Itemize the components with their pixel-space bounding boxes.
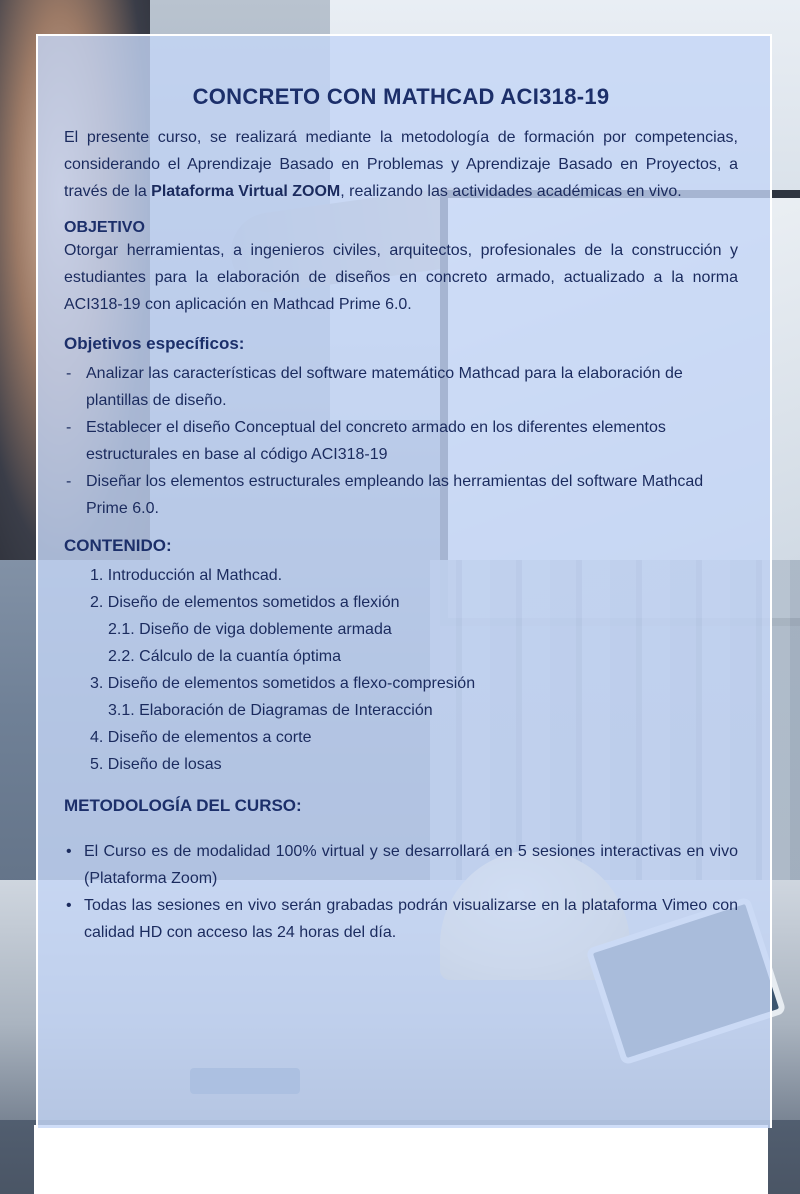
- intro-text-after: , realizando las actividades académicas en vivo.: [340, 183, 682, 200]
- list-item: - Analizar las características del software matemático Mathcad para la elaboración de plantillas de diseño.: [64, 360, 738, 414]
- list-item: 4. Diseño de elementos a corte: [90, 729, 312, 746]
- metodologia-list: [64, 838, 738, 946]
- page-title: CONCRETO CON MATHCAD ACI318-19: [192, 84, 610, 109]
- list-item: • El Curso es de modalidad 100% virtual y se desarrollará en 5 sesiones interactivas en vivo (Plataforma Zoom): [64, 838, 738, 892]
- list-item: 2.2. Cálculo de la cuantía óptima: [108, 648, 342, 665]
- list-item: 1. Introducción al Mathcad.: [90, 567, 283, 584]
- objetivo-text: Otorgar herramientas, a ingenieros civiles, arquitectos, profesionales de la construcción y estudiantes para la elaboración de diseños en concreto armado, actualizado a la norma ACI318-19 con aplicación en Mathcad Prime 6.0.: [64, 242, 738, 313]
- list-item: 3. Diseño de elementos sometidos a flexo-compresión: [90, 675, 476, 692]
- course-flyer: [64, 84, 738, 946]
- intro-text-before: El presente curso, se realizará mediante la metodología de formación por competencias, considerando el Aprendizaje Basado en Problemas y Aprendizaje Basado en Proyectos, a través de la: [64, 129, 738, 200]
- list-item: 3.1. Elaboración de Diagramas de Interacción: [108, 702, 433, 719]
- intro-platform: Plataforma Virtual ZOOM: [151, 183, 341, 200]
- objetivo-heading: OBJETIVO: [64, 219, 145, 236]
- list-item: 5. Diseño de losas: [90, 756, 222, 773]
- list-item: - Establecer el diseño Conceptual del concreto armado en los diferentes elementos estructurales en base al código ACI318-19: [64, 414, 738, 468]
- list-item: 2. Diseño de elementos sometidos a flexión: [90, 594, 400, 611]
- intro-paragraph: [64, 124, 738, 205]
- list-item: 2.1. Diseño de viga doblemente armada: [108, 621, 392, 638]
- metodologia-heading: METODOLOGÍA DEL CURSO:: [64, 796, 302, 815]
- bottom-white-strip: [34, 1125, 768, 1194]
- objetivos-especificos-heading: Objetivos específicos:: [64, 334, 245, 353]
- contenido-list: [64, 562, 738, 778]
- objetivos-especificos-list: [64, 360, 738, 522]
- list-item: • Todas las sesiones en vivo serán grabadas podrán visualizarse en la plataforma Vimeo con calidad HD con acceso las 24 horas del día.: [64, 892, 738, 946]
- list-item: - Diseñar los elementos estructurales empleando las herramientas del software Mathcad Prime 6.0.: [64, 468, 738, 522]
- contenido-heading: CONTENIDO:: [64, 536, 172, 555]
